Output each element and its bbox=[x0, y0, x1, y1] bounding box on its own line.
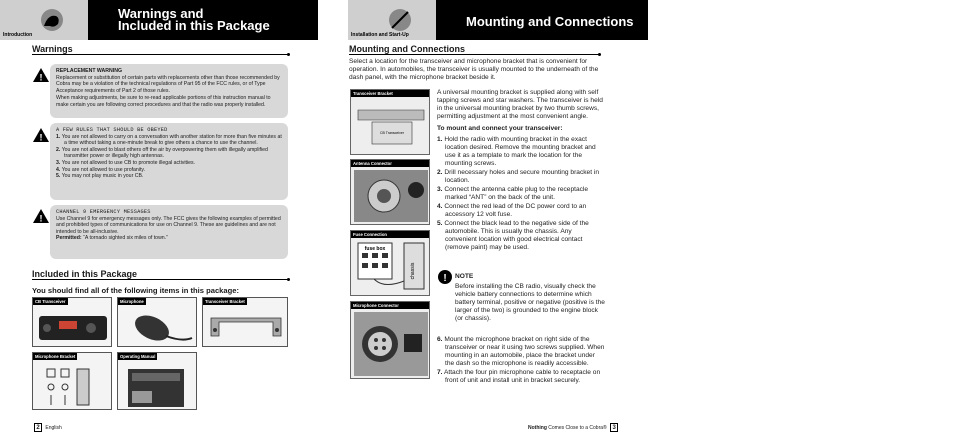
list-item: 1. Hold the radio with mounting bracket in the exact location desired. Remove the mounting bracket and use it as a template to mark the location for the mounting screws. bbox=[437, 136, 596, 167]
list-item: 5. You may not play music in your CB. bbox=[56, 173, 144, 180]
page-language: English bbox=[45, 425, 62, 431]
right-footer bbox=[528, 423, 620, 432]
svg-text:!: ! bbox=[443, 273, 447, 284]
list-item: 3. Connect the antenna cable plug to the receptacle marked “ANT” on the back of the unit. bbox=[437, 186, 589, 201]
to-mount-heading: To mount and connect your transceiver: bbox=[437, 125, 563, 132]
cb-radio-icon bbox=[37, 310, 109, 344]
list-item: 4. Connect the red lead of the DC power cord to an accessory 12 volt fuse. bbox=[437, 203, 587, 218]
package-item-microphone: Microphone bbox=[117, 297, 197, 347]
antenna-logo-icon bbox=[378, 6, 422, 34]
warnings-heading: Warnings bbox=[32, 44, 288, 55]
steps-list bbox=[437, 136, 605, 253]
list-item: 3. You are not allowed to use CB to promote illegal activities. bbox=[56, 159, 196, 166]
footer-slogan: Comes Close to a Cobra® bbox=[546, 425, 607, 431]
note-heading: NOTE bbox=[455, 273, 474, 280]
warning-triangle-icon bbox=[32, 208, 50, 224]
package-heading: Included in this Package bbox=[32, 269, 288, 280]
warning-triangle-icon bbox=[32, 127, 50, 143]
note-alert-icon bbox=[438, 270, 452, 284]
section-tab bbox=[0, 0, 88, 40]
package-item-microphone-bracket: Microphone Bracket bbox=[32, 352, 112, 410]
bracket-mount-icon bbox=[354, 100, 428, 152]
list-item: 1. You are not allowed to carry on a conversation with another station for more than five minutes at a time without taking a one-minute break to give others a chance to use the channel. bbox=[56, 133, 282, 147]
package-intro: You should find all of the following items in this package: bbox=[32, 286, 240, 295]
list-item: 2. You are not allowed to blast others off the air by overpowering them with illegally amplified transmitter power or illegally high antennas. bbox=[56, 146, 268, 160]
left-page bbox=[0, 0, 318, 446]
footer-brand: Nothing bbox=[528, 425, 547, 431]
cb-transceiver-label: CB Transceiver bbox=[380, 131, 404, 135]
screws-icon bbox=[41, 365, 105, 409]
page-number: 3 bbox=[610, 423, 618, 432]
left-footer bbox=[32, 423, 62, 432]
figure-transceiver-bracket: Transceiver Bracket CB Transceiver bbox=[350, 89, 430, 155]
replacement-heading: REPLACEMENT WARNING bbox=[56, 68, 122, 74]
list-item: 5. Connect the black lead to the negative side of the automobile. This is usually the chassis. Any convenient location with good electrical contact (remove paint) may be used. bbox=[437, 220, 589, 251]
package-item-operating-manual: Operating Manual bbox=[117, 352, 197, 410]
microphone-icon bbox=[122, 308, 194, 346]
replacement-warning-box bbox=[50, 64, 288, 118]
rules-box bbox=[50, 123, 288, 200]
rules-list bbox=[56, 134, 282, 180]
channel9-permitted: Permitted: “A tornado sighted six miles of town.” bbox=[56, 235, 168, 242]
fuse-box-label: fuse box bbox=[364, 246, 386, 252]
figure-fuse-connection: Fuse Connection fuse box chassis bbox=[350, 230, 430, 296]
list-item: 7. Attach the four pin microphone cable to receptacle on front of unit and install unit in bracket securely. bbox=[437, 369, 601, 384]
package-item-cb-transceiver: CB Transceiver bbox=[32, 297, 112, 347]
section-tab bbox=[348, 0, 436, 40]
page-number: 2 bbox=[34, 423, 42, 432]
left-header bbox=[0, 0, 318, 40]
mounting-heading: Mounting and Connections bbox=[349, 44, 599, 55]
svg-text:!: ! bbox=[39, 213, 43, 224]
figure-microphone-connector: Microphone Connector bbox=[350, 301, 430, 379]
channel9-box bbox=[50, 205, 288, 259]
bracket-icon bbox=[207, 310, 285, 344]
steps-list-2 bbox=[437, 336, 605, 386]
bracket-paragraph: A universal mounting bracket is supplied along with self tapping screws and star washers. The transceiver is held in the universal mounting bracket by two thumb screws, permitting adjustment at the most convenient angle. bbox=[437, 89, 603, 120]
svg-text:!: ! bbox=[39, 72, 43, 83]
section-label: Introduction bbox=[3, 32, 33, 38]
mounting-intro: Select a location for the transceiver and microphone bracket that is convenient for operation. In automobiles, the transceiver is usually mounted to the underneath of the dash panel, with the microphone bracket beside it. bbox=[349, 58, 599, 81]
cobra-logo-icon bbox=[30, 6, 74, 34]
right-header bbox=[348, 0, 648, 40]
rules-heading: A FEW RULES THAT SHOULD BE OBEYED bbox=[56, 127, 168, 133]
channel9-heading: CHANNEL 9 EMERGENCY MESSAGES bbox=[56, 209, 151, 215]
svg-text:!: ! bbox=[39, 132, 43, 143]
fuse-box-icon bbox=[354, 241, 428, 293]
chassis-label: chassis bbox=[410, 262, 416, 280]
mic-connector-icon bbox=[354, 312, 428, 376]
blank-right-area bbox=[648, 0, 954, 446]
replacement-p2: When making adjustments, be sure to re-read applicable portions of this instruction manual to make certain you are following correct procedures and that the radio was properly installed. bbox=[56, 95, 271, 108]
package-item-transceiver-bracket: Transceiver Bracket bbox=[202, 297, 288, 347]
figure-antenna-connector: Antenna Connector bbox=[350, 159, 430, 225]
manual-icon bbox=[124, 365, 192, 409]
section-label: Installation and Start-Up bbox=[351, 32, 409, 38]
replacement-p1: Replacement or substitution of certain parts with replacements other than those recommended by Cobra may be a violation of the technical regulations of Part 95 of the FCC rules, or of Type Acceptance requirements of Part 2 of those rules. bbox=[56, 74, 280, 94]
list-item: 6. Mount the microphone bracket on right side of the transceiver or near it using two screws supplied. When mounting in an automobile, place the bracket under the dash so the microphone is readily accessible. bbox=[437, 336, 605, 367]
page-title: Mounting and Connections bbox=[466, 14, 634, 29]
antenna-connector-icon bbox=[354, 170, 428, 222]
note-text: Before installing the CB radio, visually check the vehicle battery connections to determine which battery terminal, positive or negative (positive is the larger of the two) is grounded to the engine block (or chassis). bbox=[455, 283, 605, 322]
page-title: Warnings and Included in this Package bbox=[118, 6, 270, 33]
warning-triangle-icon bbox=[32, 67, 50, 83]
channel9-p1: Use Channel 9 for emergency messages only. The FCC gives the following examples of permitted and prohibited types of communications for use on Channel 9. These are guidelines and are not intended to be all-inclusive. bbox=[56, 215, 281, 235]
list-item: 4. You are not allowed to use profanity. bbox=[56, 166, 146, 173]
list-item: 2. Drill necessary holes and secure mounting bracket in location. bbox=[437, 169, 600, 184]
